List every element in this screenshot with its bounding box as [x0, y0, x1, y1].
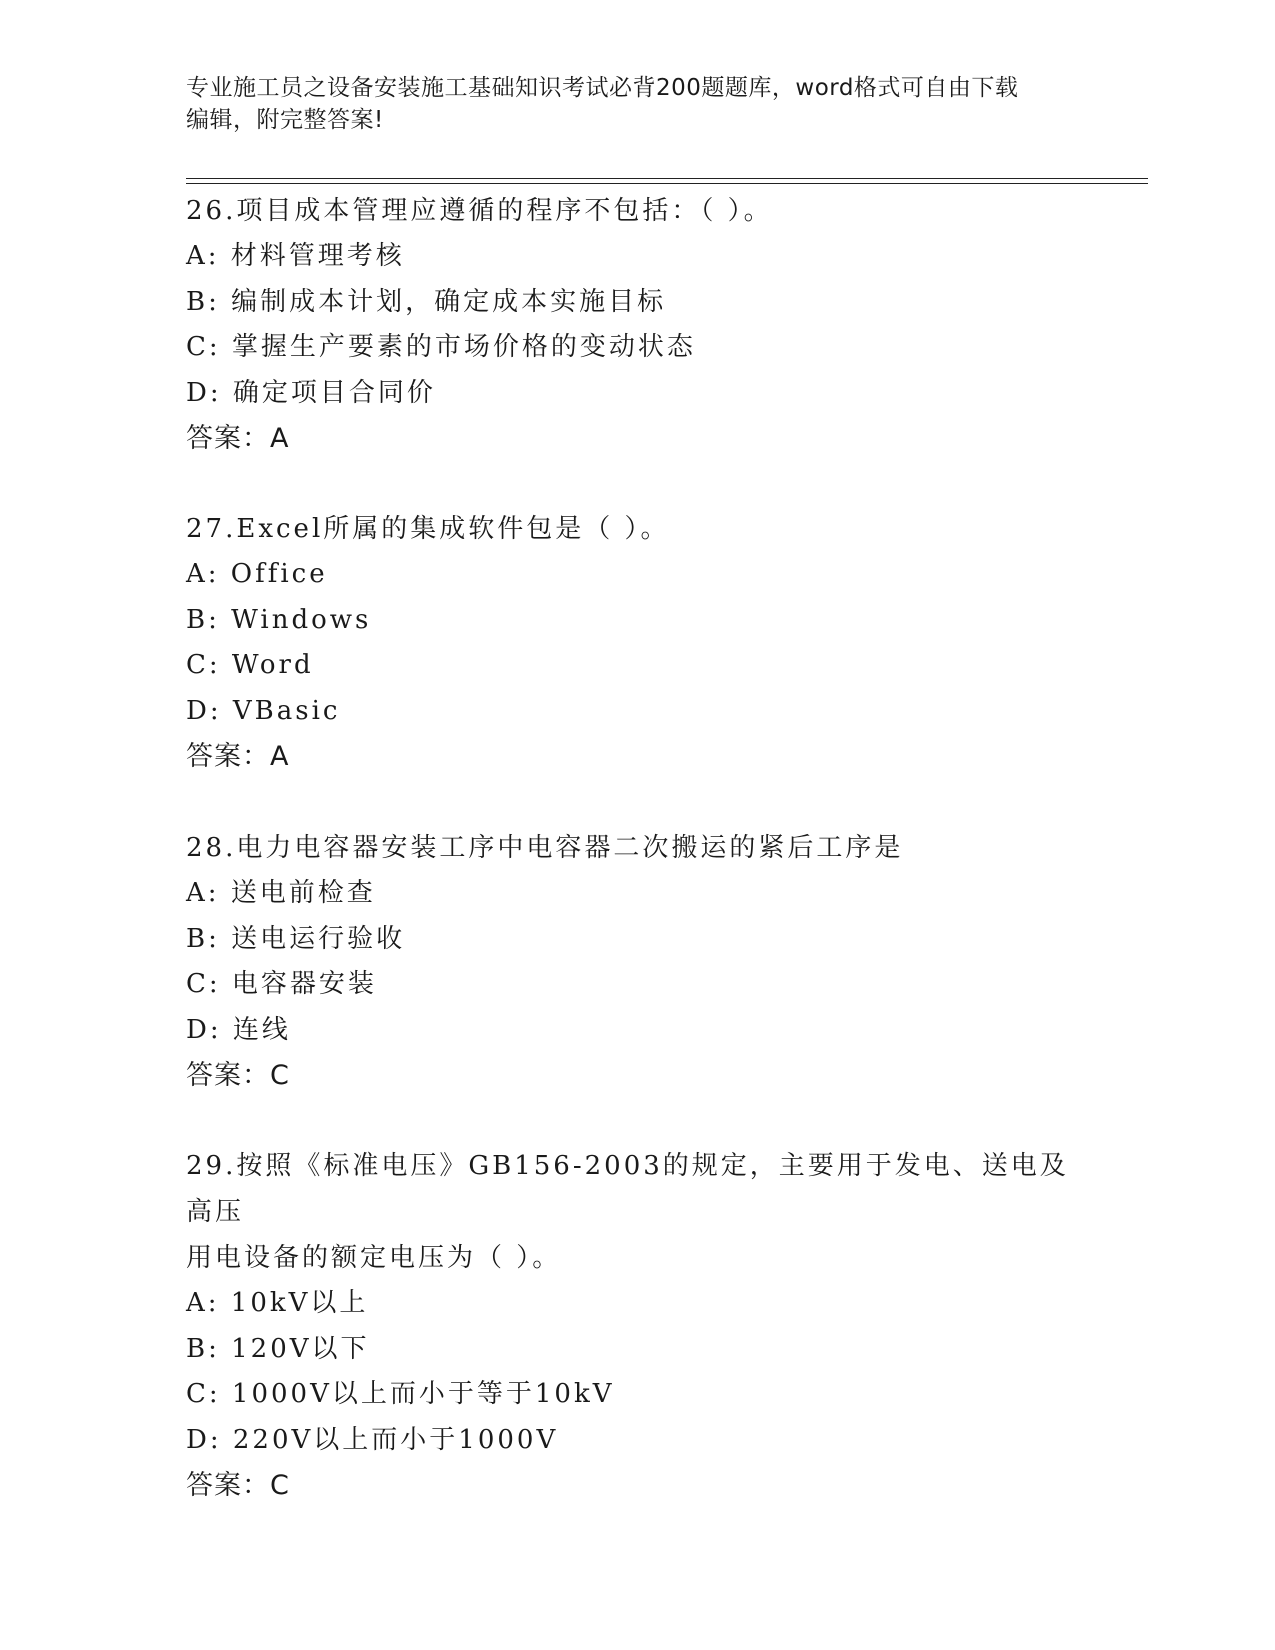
- header-line-2: 编辑，附完整答案!: [186, 107, 384, 133]
- option-c: C: 1000V以上而小于等于10kV: [186, 1379, 615, 1409]
- question-title: 28.电力电容器安装工序中电容器二次搬运的紧后工序是: [186, 833, 904, 863]
- answer-label: 答案：C: [186, 1060, 290, 1091]
- answer-label: 答案：A: [186, 423, 290, 454]
- option-d: D: VBasic: [186, 695, 341, 726]
- question-title: 27.Excel所属的集成软件包是（ ）。: [186, 514, 670, 544]
- question-27: [186, 506, 1086, 780]
- answer-label: 答案：A: [186, 741, 290, 772]
- question-29: [186, 1143, 1086, 1509]
- option-a: A: 材料管理考核: [186, 241, 405, 271]
- option-a: A: 10kV以上: [186, 1288, 369, 1318]
- question-28: [186, 825, 1086, 1099]
- question-26: [186, 188, 1086, 462]
- option-d: D: 220V以上而小于1000V: [186, 1424, 559, 1455]
- option-b: B: Windows: [186, 604, 372, 635]
- option-c: C: Word: [186, 650, 314, 680]
- answer-label: 答案：C: [186, 1470, 290, 1501]
- option-b: B: 送电运行验收: [186, 923, 406, 954]
- option-a: A: Office: [186, 559, 328, 589]
- question-title: 26.项目成本管理应遵循的程序不包括：（ ）。: [186, 196, 773, 226]
- option-d: D: 确定项目合同价: [186, 377, 436, 408]
- option-d: D: 连线: [186, 1014, 291, 1045]
- question-title-line-2: 用电设备的额定电压为（ ）。: [186, 1243, 562, 1273]
- header-divider-bottom: [186, 183, 1148, 184]
- option-a: A: 送电前检查: [186, 878, 376, 908]
- header-divider-top: [186, 178, 1148, 179]
- option-c: C: 电容器安装: [186, 969, 377, 999]
- header-line-1: 专业施工员之设备安装施工基础知识考试必背200题题库，word格式可自由下载: [186, 75, 1019, 101]
- option-c: C: 掌握生产要素的市场价格的变动状态: [186, 332, 696, 362]
- document-header: [186, 72, 1066, 136]
- option-b: B: 120V以下: [186, 1333, 370, 1364]
- question-title-line-1: 29.按照《标准电压》GB156-2003的规定，主要用于发电、送电及高压: [186, 1151, 1069, 1227]
- option-b: B: 编制成本计划，确定成本实施目标: [186, 286, 667, 317]
